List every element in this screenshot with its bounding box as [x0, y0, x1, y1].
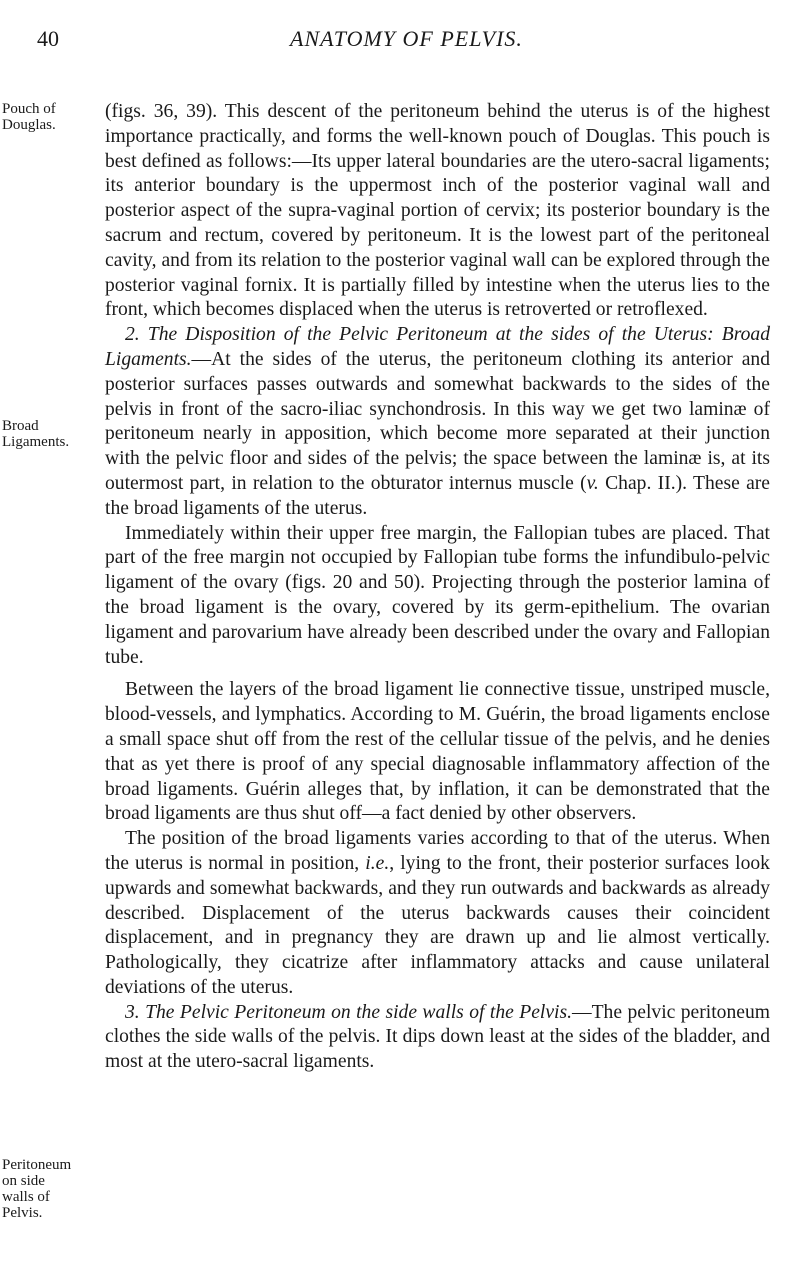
paragraph-pouch-of-douglas: (figs. 36, 39). This descent of the peritoneum behind the uterus is of the highest importance practically, and forms the well-known pouch of Douglas. This pouch is best defined as follows:—Its upper lateral boundaries are the utero-sacral ligaments; its anterior boundary is the uppermost inch of the posterior vaginal wall and posterior aspect of the supra-vaginal portion of cervix; its posterior boundary is the sacrum and rectum, covered by peritoneum. It is the lowest part of the peritoneal cavity, and from its relation to the posterior vaginal wall can be explored through the posterior vaginal fornix. It is partially filled by intestine when the uterus lies to the front, which becomes displaced when the uterus is retroverted or retroflexed. [105, 101, 770, 321]
paragraph-broad-ligaments [105, 323, 770, 521]
paragraph-fallopian-tubes: Immediately within their upper free margin, the Fallopian tubes are placed. That part of the free margin not occupied by Fallopian tube forms the infundibulo-pelvic ligament of the ovary (figs. 20 and 50). Projecting through the posterior lamina of the broad ligament is the ovary, covered by its germ-epithelium. The ovarian ligament and parovarium have already been described under the ovary and Fallopian tube. [105, 522, 770, 668]
abbreviation-ie: i.e. [365, 852, 390, 874]
margin-note-broad-ligaments: Broad Ligaments. [2, 418, 70, 450]
paragraph-connective-tissue: Between the layers of the broad ligament lie connective tissue, unstriped muscle, blood-vessels, and lymphatics. According to M. Guérin, the broad ligaments enclose a small space shut off from the rest of the cellular tissue of the pelvis, and he denies that as yet there is proof of any special diagnosable inflammatory affection of the broad ligaments. Guérin alleges that, by inflation, it can be demonstrated that the broad ligaments are thus shut off—a fact denied by other observers. [105, 679, 770, 825]
margin-note-peritoneum-side-walls: Peritoneum on side walls of Pelvis. [2, 1157, 72, 1221]
abbreviation-vide: v. [586, 472, 599, 494]
section-heading-broad-ligaments: 2. The Disposition of the Pelvic Peritoneum at the sides of the Uterus: Broad Ligaments. [105, 324, 770, 370]
paragraph-text: —The pelvic peritoneum clothes the side walls of the pelvis. It dips down least at the sides of the bladder, and most at the utero-sacral ligaments. [105, 1001, 770, 1073]
margin-note-pouch-of-douglas: Pouch of Douglas. [2, 101, 56, 133]
paragraph-position-broad-ligaments [105, 827, 770, 1001]
section-heading-side-walls: 3. The Pelvic Peritoneum on the side walls of the Pelvis. [125, 1001, 572, 1023]
running-title: ANATOMY OF PELVIS. [290, 26, 523, 51]
body-text [105, 100, 770, 1075]
paragraph-side-walls [105, 1001, 770, 1075]
paragraph-text: The position of the broad ligaments varies according to that of the uterus. When the uterus is normal in position, [105, 828, 770, 874]
page-number: 40 [37, 26, 59, 51]
paragraph-text: Chap. II.). These are the broad ligaments of the uterus. [105, 472, 770, 519]
paragraph-text: —At the sides of the uterus, the peritoneum clothing its anterior and posterior surfaces passes outwards and somewhat backwards to the sides of the pelvis in front of the sacro-iliac synchondrosis. In this way we get two laminæ of peritoneum nearly in apposition, which become more separated at their junction with the pelvic floor and sides of the pelvis; the space between the laminæ is, at its outermost part, in relation to the obturator internus muscle ( [105, 348, 770, 494]
paragraph-text: , lying to the front, their posterior surfaces look upwards and somewhat backwards, and they run outwards and backwards as already described. Displacement of the uterus backwards causes their coincident displacement, and in pregnancy they are drawn up and lie almost vertically. Pathologically, they cicatrize after inflammatory attacks and cause unilateral deviations of the uterus. [105, 852, 770, 998]
